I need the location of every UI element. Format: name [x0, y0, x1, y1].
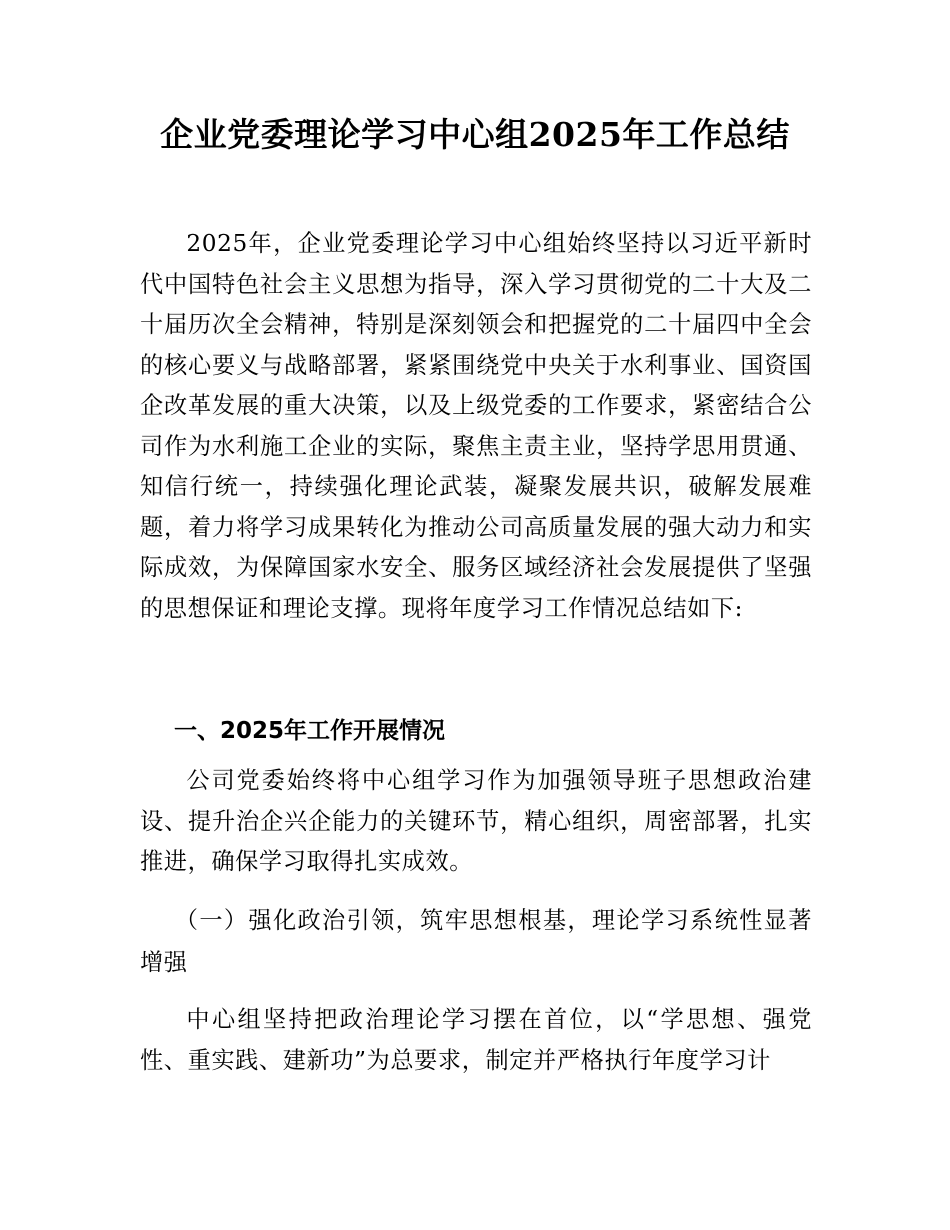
- subsection-heading-1: （一）强化政治引领，筑牢思想根基，理论学习系统性显著增强: [140, 907, 812, 976]
- document-title: 企业党委理论学习中心组2025年工作总结: [160, 115, 790, 154]
- subsection-1-paragraph: 中心组坚持把政治理论学习摆在首位，以“学思想、强党性、重实践、建新功”为总要求，制定并严格执行年度学习计: [140, 1006, 812, 1074]
- intro-paragraph: 2025年，企业党委理论学习中心组始终坚持以习近平新时代中国特色社会主义思想为指导，深入学习贯彻党的二十大及二十届历次全会精神，特别是深刻领会和把握党的二十届四中全会的核心要义与战略部署，紧紧围绕党中央关于水利事业、国资国企改革发展的重大决策，以及上级党委的工作要求，紧密结合公司作为水利施工企业的实际，聚焦主责主业，坚持学思用贯通、知信行统一，持续强化理论武装，凝聚发展共识，破解发展难题，着力将学习成果转化为推动公司高质量发展的强大动力和实际成效，为保障国家水安全、服务区域经济社会发展提供了坚强的思想保证和理论支撑。现将年度学习工作情况总结如下:: [140, 230, 812, 622]
- section-heading-1: 一、2025年工作开展情况: [174, 718, 446, 744]
- section-1-paragraph: 公司党委始终将中心组学习作为加强领导班子思想政治建设、提升治企兴企能力的关键环节，精心组织，周密部署，扎实推进，确保学习取得扎实成效。: [140, 767, 812, 875]
